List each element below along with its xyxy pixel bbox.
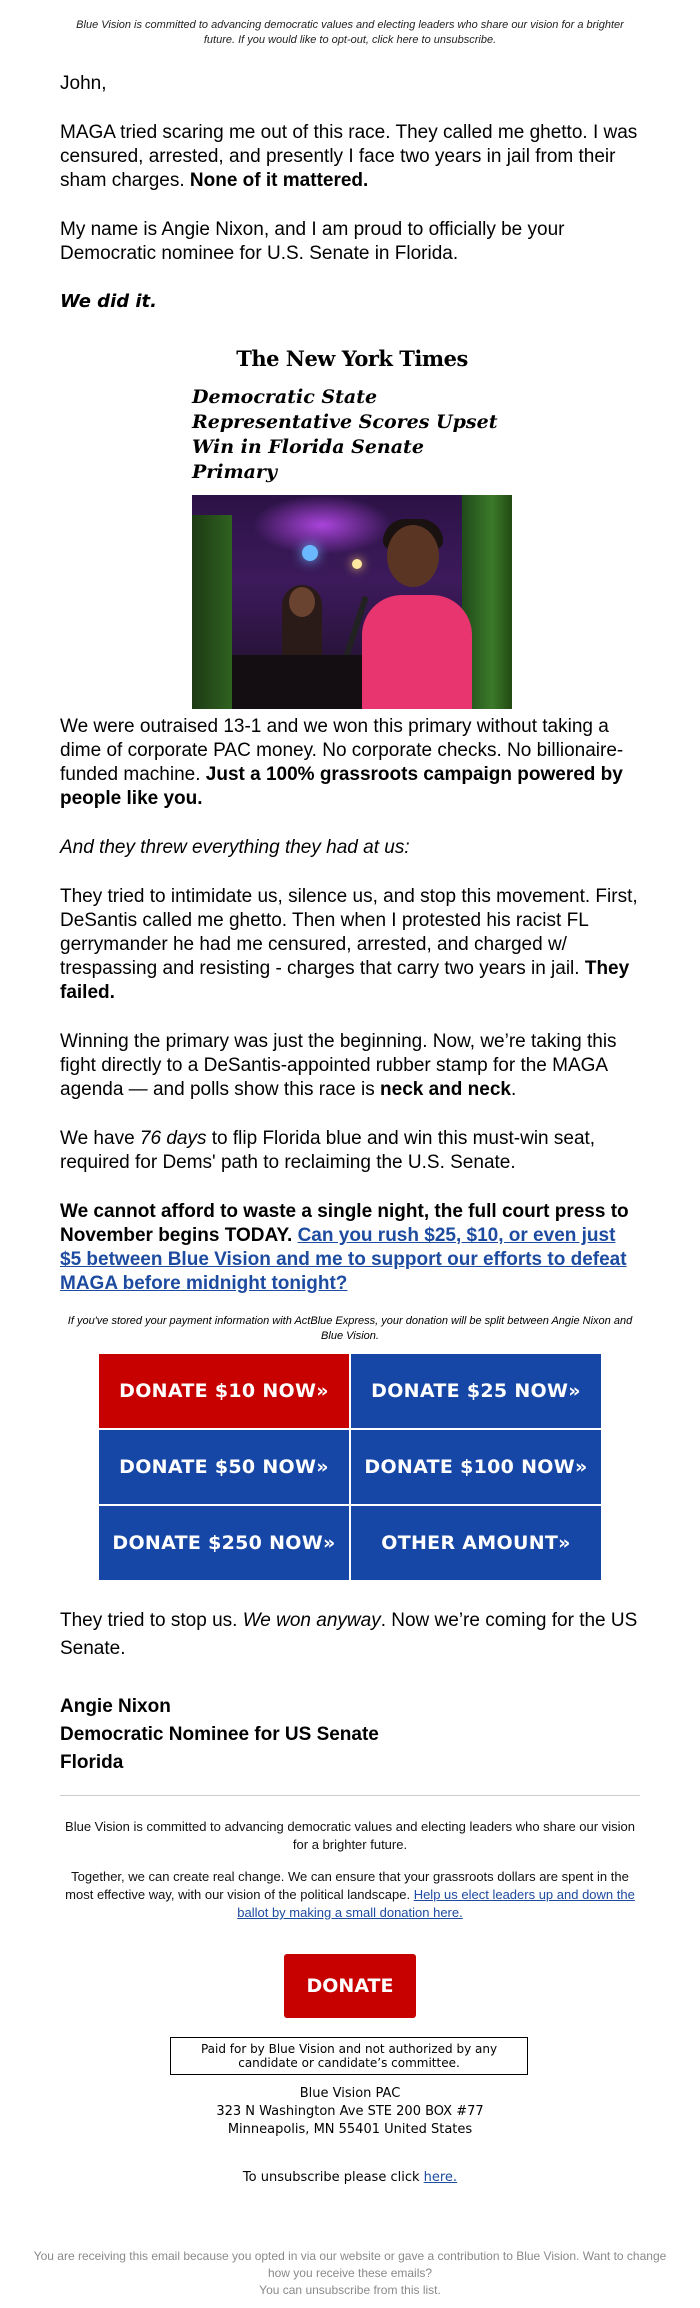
donate-ask-link[interactable]: Can you rush $25, $10, or even just $5 between Blue Vision and me to support our efforts to defeat MAGA before midnight tonight? — [60, 1225, 627, 1294]
paragraph-intro-bold: None of it mattered. — [189, 170, 369, 191]
nyt-headline: Democratic State Representative Scores Upset Win in Florida Senate Primary — [192, 386, 498, 483]
closing-italic: We won anyway — [242, 1610, 381, 1631]
footer-together — [60, 1868, 640, 1922]
we-did-it-heading: We did it. — [60, 291, 157, 312]
footer-mission: Blue Vision is committed to advancing democratic values and electing leaders who share our vision for a brighter future. — [65, 1819, 635, 1852]
paragraph-days-pre: We have — [60, 1128, 140, 1149]
signature-state: Florida — [60, 1752, 124, 1773]
legal-line-1[interactable]: You are receiving this email because you opted in via our website or gave a contribution to Blue Vision. Want to change how you receive these emails? — [33, 2249, 667, 2280]
legal-line-2[interactable]: You can unsubscribe from this list. — [259, 2283, 441, 2297]
signature-name: Angie Nixon — [60, 1696, 171, 1717]
preheader-text[interactable]: Blue Vision is committed to advancing democratic values and electing leaders who share our vision for a brighter future. If you would like to opt-out, click here to unsubscribe. — [76, 19, 624, 46]
paragraph-primary — [60, 1030, 640, 1102]
donate-10-button[interactable]: DONATE $10 NOW» — [99, 1354, 349, 1428]
footer-divider — [60, 1795, 640, 1796]
paragraph-ask-bold: We cannot afford to waste a single night, the full court press to November begins TODAY. — [60, 1201, 629, 1246]
address-line-1: 323 N Washington Ave STE 200 BOX #77 — [216, 2104, 484, 2119]
paragraph-nominee: My name is Angie Nixon, and I am proud to officially be your Democratic nominee for U.S. Senate in Florida. — [60, 219, 565, 264]
paid-for-disclaimer — [170, 2037, 528, 2075]
nyt-logo: The New York Times — [236, 346, 468, 371]
nyt-clipping — [192, 346, 512, 709]
paragraph-intimidate-text: They tried to intimidate us, silence us, and stop this movement. First, DeSantis called me ghetto. Then when I protested his racist FL gerrymander he had me censured, arrested, and charged w/ trespassing and resisting - charges that carry two years in jail. — [60, 886, 638, 979]
unsubscribe-line — [60, 2170, 640, 2185]
paragraph-threw: And they threw everything they had at us: — [60, 837, 410, 858]
paragraph-days — [60, 1127, 640, 1175]
footer-donate-button[interactable]: DONATE — [284, 1954, 416, 2018]
email-body — [60, 72, 640, 266]
paragraph-primary-text: Winning the primary was just the beginning. Now, we’re taking this fight directly to a DeSantis-appointed rubber stamp for the MAGA agenda — and polls show this race is — [60, 1031, 617, 1100]
donate-250-button[interactable]: DONATE $250 NOW» — [99, 1506, 349, 1580]
paragraph-intro — [60, 121, 640, 193]
address-line-2: Minneapolis, MN 55401 United States — [227, 2122, 473, 2137]
footer-donate-link[interactable]: Help us elect leaders up and down the ballot by making a small donation here. — [237, 1887, 635, 1920]
email-body-2 — [60, 715, 640, 1296]
paragraph-days-post: to flip Florida blue and win this must-win seat, required for Dems' path to reclaiming the U.S. Senate. — [60, 1128, 596, 1173]
org-name: Blue Vision PAC — [299, 2086, 401, 2101]
closing-post: . Now we’re coming for the US Senate. — [60, 1610, 638, 1659]
signature-block — [60, 1693, 640, 1777]
paragraph-intro-text: MAGA tried scaring me out of this race. They called me ghetto. I was censured, arrested, and presently I face two years in jail from their sham charges. — [60, 122, 638, 191]
donate-25-button[interactable]: DONATE $25 NOW» — [351, 1354, 601, 1428]
footer-together-text: Together, we can create real change. We can ensure that your grassroots dollars are spent in the most effective way, with our vision of the political landscape. — [65, 1869, 629, 1902]
org-address — [60, 2085, 640, 2139]
paragraph-ask — [60, 1200, 640, 1296]
candidate-photo — [192, 495, 512, 709]
donate-50-button[interactable]: DONATE $50 NOW» — [99, 1430, 349, 1504]
paragraph-intimidate-bold: They failed. — [60, 958, 630, 1003]
signature-title: Democratic Nominee for US Senate — [60, 1724, 379, 1745]
footer-text — [60, 1818, 640, 1936]
paragraph-outraised-text: We were outraised 13-1 and we won this primary without taking a dime of corporate PAC money. No corporate checks. No billionaire-funded machine. — [60, 716, 624, 785]
unsubscribe-text: To unsubscribe please click — [242, 2170, 424, 2185]
donate-button-grid — [99, 1354, 601, 1580]
paragraph-outraised — [60, 715, 640, 811]
closing-pre: They tried to stop us. — [60, 1610, 243, 1631]
closing-line — [60, 1607, 640, 1663]
paid-for-text: Paid for by Blue Vision and not authorized by any candidate or candidate’s committee. — [200, 2042, 498, 2070]
legal-footer — [0, 2248, 700, 2299]
paragraph-intimidate — [60, 885, 640, 1005]
actblue-note: If you've stored your payment information with ActBlue Express, your donation will be split between Angie Nixon and Blue Vision. — [67, 1315, 633, 1342]
unsubscribe-link[interactable]: here. — [423, 2170, 458, 2185]
closing-section — [60, 1607, 640, 1777]
paragraph-outraised-bold: Just a 100% grassroots campaign powered by people like you. — [60, 764, 623, 809]
paragraph-primary-bold: neck and neck — [380, 1079, 511, 1100]
greeting: John, — [60, 73, 107, 94]
paragraph-primary-end: . — [510, 1079, 517, 1100]
paragraph-days-italic: 76 days — [139, 1128, 207, 1149]
donate-other-button[interactable]: OTHER AMOUNT» — [351, 1506, 601, 1580]
donate-100-button[interactable]: DONATE $100 NOW» — [351, 1430, 601, 1504]
